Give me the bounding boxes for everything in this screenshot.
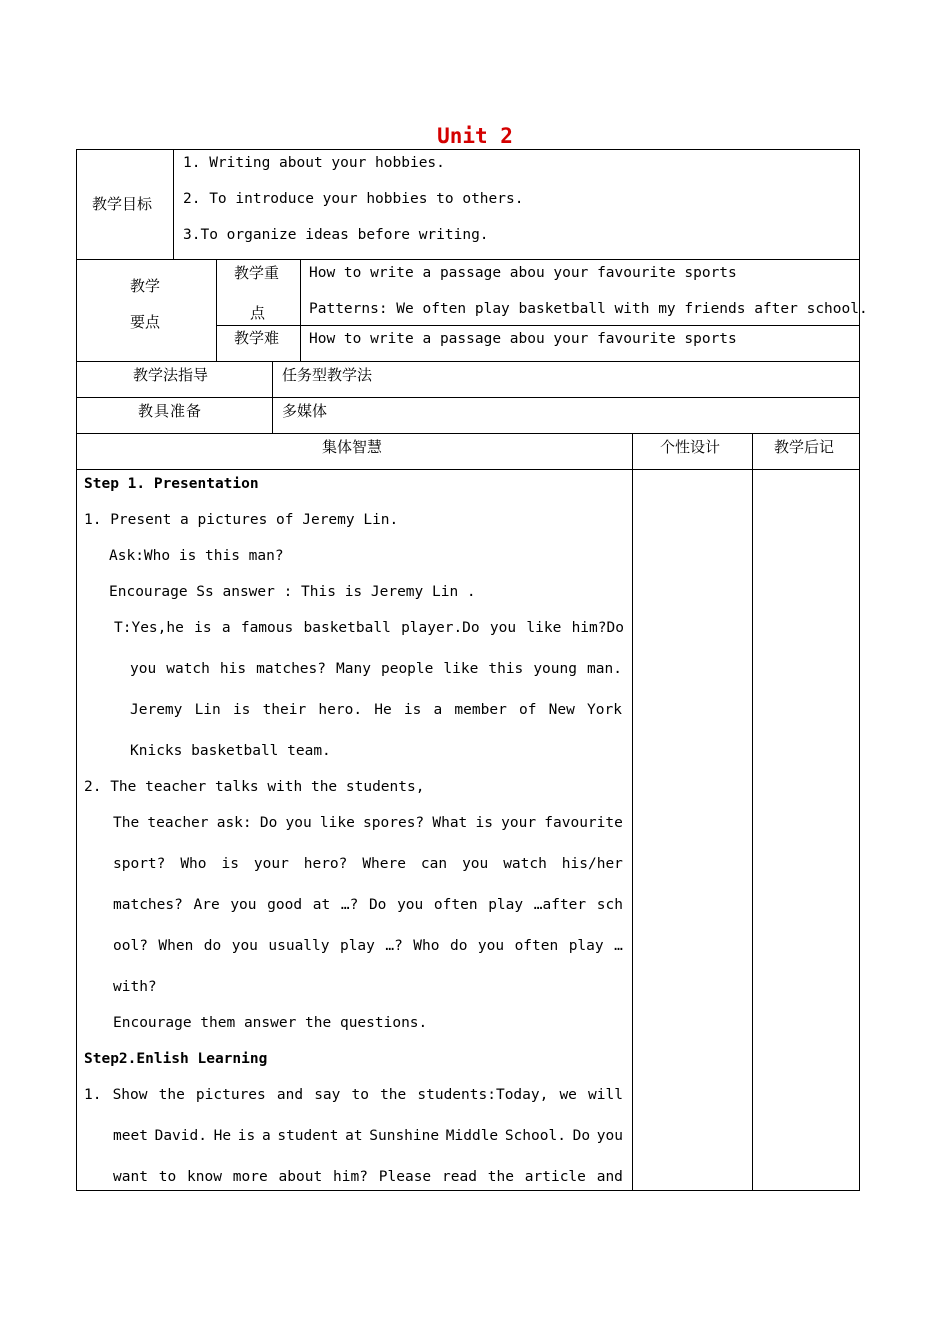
word: spores? <box>363 815 425 831</box>
justified-line <box>113 1127 623 1145</box>
justified-line <box>130 660 622 678</box>
row-divider <box>76 433 860 434</box>
word: David. <box>154 1128 207 1144</box>
word: article <box>524 1169 586 1185</box>
word: you <box>462 856 489 872</box>
objective-item: 3.To organize ideas before writing. <box>183 227 489 243</box>
word: …? <box>340 897 359 913</box>
word: Middle <box>445 1128 499 1144</box>
row-divider <box>216 325 860 326</box>
column-divider <box>216 259 217 361</box>
word: your <box>501 815 537 831</box>
row-divider <box>76 397 860 398</box>
objectives-label: 教学目标 <box>92 195 153 213</box>
word: player.Do <box>401 620 480 636</box>
objective-item: 2. To introduce your hobbies to others. <box>183 191 524 207</box>
word: him? <box>333 1169 368 1185</box>
word: Who <box>180 856 207 872</box>
word: Jeremy <box>130 702 183 718</box>
word: your <box>253 856 289 872</box>
column-divider <box>632 433 633 1191</box>
word: play <box>568 938 604 954</box>
lesson-plan-table <box>76 149 868 1191</box>
word: watch <box>166 661 210 677</box>
word: pictures <box>195 1087 266 1103</box>
word: about <box>278 1169 323 1185</box>
word: like <box>443 661 479 677</box>
word: He <box>374 702 392 718</box>
word: do <box>203 938 222 954</box>
word: you <box>489 620 517 636</box>
row-divider <box>76 361 860 362</box>
word: people <box>380 661 434 677</box>
word: like <box>526 620 562 636</box>
word: will <box>588 1087 623 1103</box>
word: play <box>339 938 375 954</box>
word: 1. <box>84 1087 102 1103</box>
word: Are <box>193 897 220 913</box>
word: member <box>454 702 507 718</box>
word: the <box>487 1169 514 1185</box>
difficulty-item: How to write a passage abou your favourite sports <box>309 331 737 347</box>
justified-line <box>113 896 623 914</box>
word: Where <box>362 856 406 872</box>
justified-line <box>130 701 622 719</box>
word: Do <box>572 1128 591 1144</box>
word: of <box>518 702 537 718</box>
word: When <box>158 938 194 954</box>
word: The <box>113 815 140 831</box>
word: sch <box>596 897 623 913</box>
column-header-notes: 教学后记 <box>774 438 835 456</box>
word: is <box>221 856 239 872</box>
word: we <box>559 1087 577 1103</box>
word: matches? <box>256 661 326 677</box>
row-divider <box>76 469 860 470</box>
key-points-label: 要点 <box>130 313 161 331</box>
word: you <box>596 1128 623 1144</box>
word: meet <box>113 1128 148 1144</box>
justified-line <box>113 855 623 873</box>
word: say <box>314 1087 341 1103</box>
word: you <box>477 938 505 954</box>
word: …after <box>533 897 587 913</box>
word: hero. <box>318 702 363 718</box>
tools-value: 多媒体 <box>282 402 328 420</box>
word: his <box>219 661 247 677</box>
word: at <box>312 897 331 913</box>
word: play <box>488 897 524 913</box>
word: Please <box>378 1169 432 1185</box>
word: is <box>403 702 422 718</box>
word: young <box>533 661 577 677</box>
word: want <box>113 1169 148 1185</box>
word: more <box>232 1169 268 1185</box>
word: Lin <box>194 702 221 718</box>
word: can <box>420 856 448 872</box>
content-line: Ask:Who is this man? <box>109 548 284 564</box>
column-header-personal: 个性设计 <box>660 438 721 456</box>
word: often <box>433 897 478 913</box>
word: you <box>397 897 424 913</box>
word: New <box>548 702 575 718</box>
word: York <box>587 702 622 718</box>
word: T:Yes,he <box>114 620 184 636</box>
row-divider <box>76 259 860 260</box>
word: matches? <box>113 897 183 913</box>
word: is <box>232 702 251 718</box>
word: the <box>380 1087 407 1103</box>
focus-item: How to write a passage abou your favourite sports <box>309 265 737 281</box>
content-line: Knicks basketball team. <box>130 743 331 759</box>
word: this <box>488 661 524 677</box>
word: you <box>285 815 312 831</box>
word: … <box>614 938 623 954</box>
word: Many <box>336 661 371 677</box>
focus-label: 教学重 <box>234 264 280 282</box>
word: School. <box>504 1128 566 1144</box>
page-title: Unit 2 <box>437 124 513 148</box>
key-points-label: 教学 <box>130 277 161 295</box>
word: a <box>261 1128 271 1144</box>
word: good <box>267 897 303 913</box>
word: their <box>262 702 307 718</box>
content-line: with? <box>113 979 157 995</box>
column-divider <box>173 149 174 259</box>
word: Do <box>368 897 387 913</box>
content-line: 2. The teacher talks with the students, <box>84 779 425 795</box>
table-border-top <box>76 149 860 150</box>
word: like <box>319 815 355 831</box>
method-value: 任务型教学法 <box>282 366 373 384</box>
word: is <box>237 1128 256 1144</box>
focus-label: 点 <box>250 304 266 322</box>
word: ool? <box>113 938 148 954</box>
word: him?Do <box>571 620 624 636</box>
content-line: Encourage them answer the questions. <box>113 1015 428 1031</box>
word: Show <box>112 1087 148 1103</box>
word: ask: <box>216 815 252 831</box>
justified-line <box>114 619 624 637</box>
word: students:Today, <box>417 1087 549 1103</box>
word: …? <box>385 938 403 954</box>
word: you <box>231 938 258 954</box>
focus-item: Patterns: We often play basketball with my friends after school. <box>309 301 868 317</box>
word: a <box>433 702 443 718</box>
word: hero? <box>303 856 348 872</box>
word: usually <box>268 938 330 954</box>
word: basketball <box>303 620 391 636</box>
word: and <box>276 1087 304 1103</box>
word: you <box>130 661 157 677</box>
justified-line <box>113 937 623 955</box>
word: watch <box>503 856 547 872</box>
justified-line <box>113 1168 623 1186</box>
table-border-left <box>76 149 77 1191</box>
word: sport? <box>113 856 166 872</box>
word: know <box>187 1169 222 1185</box>
word: to <box>158 1169 177 1185</box>
word: favourite <box>544 815 623 831</box>
column-header-collective: 集体智慧 <box>322 438 383 456</box>
table-border-bottom <box>76 1190 860 1191</box>
word: a <box>221 620 231 636</box>
method-label: 教学法指导 <box>133 366 209 384</box>
word: student <box>277 1128 339 1144</box>
word: to <box>351 1087 369 1103</box>
word: at <box>345 1128 363 1144</box>
word: What <box>432 815 468 831</box>
word: is <box>194 620 212 636</box>
word: read <box>442 1169 477 1185</box>
step2-title: Step2.Enlish Learning <box>84 1051 268 1067</box>
word: the <box>158 1087 185 1103</box>
word: often <box>514 938 559 954</box>
word: teacher <box>147 815 209 831</box>
column-divider <box>272 361 273 433</box>
word: He <box>213 1128 232 1144</box>
word: you <box>230 897 257 913</box>
step1-title: Step 1. Presentation <box>84 476 259 492</box>
content-line: 1. Present a pictures of Jeremy Lin. <box>84 512 399 528</box>
word: and <box>596 1169 623 1185</box>
difficulty-label: 教学难 <box>234 329 280 347</box>
word: famous <box>240 620 294 636</box>
word: Do <box>259 815 278 831</box>
content-line: Encourage Ss answer : This is Jeremy Lin . <box>109 584 476 600</box>
word: is <box>475 815 493 831</box>
tools-label: 教具准备 <box>138 402 203 420</box>
objective-item: 1. Writing about your hobbies. <box>183 155 445 171</box>
justified-line <box>113 814 623 832</box>
word: man. <box>587 661 622 677</box>
word: Sunshine <box>369 1128 440 1144</box>
word: Who <box>413 938 440 954</box>
word: his/her <box>561 856 623 872</box>
column-divider <box>752 433 753 1191</box>
justified-line <box>84 1086 623 1104</box>
word: do <box>449 938 468 954</box>
column-divider <box>300 259 301 361</box>
